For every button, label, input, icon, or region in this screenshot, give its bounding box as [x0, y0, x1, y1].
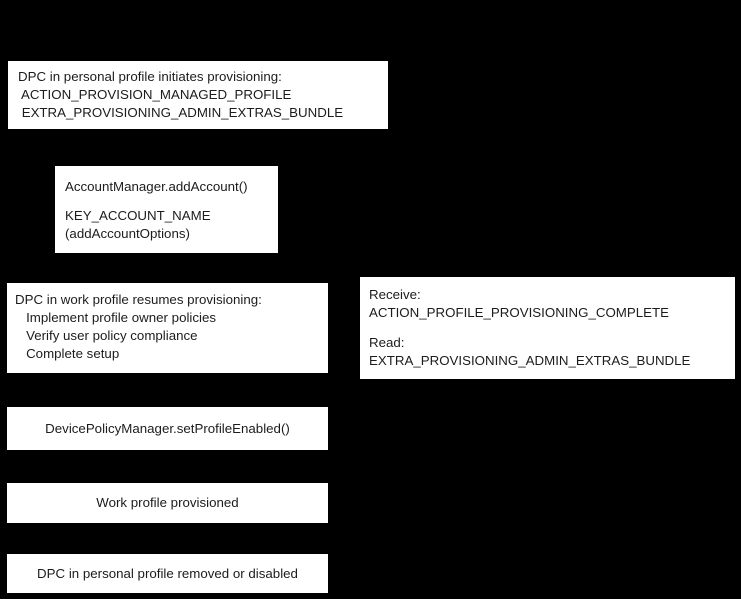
flow-box-line: Verify user policy compliance — [15, 328, 198, 343]
flow-box-line: Implement profile owner policies — [15, 310, 217, 325]
flow-box-line: DPC in personal profile removed or disabled — [37, 565, 298, 581]
flow-box-paragraph — [65, 178, 268, 196]
flow-box-add-account — [55, 166, 278, 253]
flow-box-line: Read: — [369, 335, 405, 350]
flow-box-receive-complete — [360, 277, 735, 379]
flow-box-line: ACTION_PROFILE_PROVISIONING_COMPLETE — [369, 305, 669, 320]
flow-box-resume-provisioning — [7, 283, 328, 373]
flow-box-line: DPC in personal profile initiates provisioning: — [18, 69, 282, 84]
flow-box-initiate-provisioning — [8, 61, 388, 129]
flow-box-dpc-removed — [7, 554, 328, 593]
flow-box-line: DevicePolicyManager.setProfileEnabled() — [45, 420, 290, 436]
flow-box-line: (addAccountOptions) — [65, 226, 190, 241]
flow-box-line: Work profile provisioned — [96, 495, 239, 510]
flow-box-paragraph — [65, 207, 268, 243]
flow-box-work-profile-provisioned — [7, 483, 328, 523]
flow-box-set-profile-enabled — [7, 407, 328, 450]
flow-box-line: EXTRA_PROVISIONING_ADMIN_EXTRAS_BUNDLE — [18, 105, 344, 120]
flow-box-line: DPC in work profile resumes provisioning: — [15, 292, 262, 307]
flow-box-paragraph — [369, 286, 726, 322]
flow-box-line: AccountManager.addAccount() — [65, 179, 248, 194]
flow-box-paragraph — [369, 334, 726, 370]
flow-box-line: KEY_ACCOUNT_NAME — [65, 208, 211, 223]
flow-box-line: EXTRA_PROVISIONING_ADMIN_EXTRAS_BUNDLE — [369, 353, 691, 368]
flow-box-line: ACTION_PROVISION_MANAGED_PROFILE — [18, 87, 292, 102]
flow-box-line: Complete setup — [15, 346, 120, 361]
flow-box-line: Receive: — [369, 287, 421, 302]
